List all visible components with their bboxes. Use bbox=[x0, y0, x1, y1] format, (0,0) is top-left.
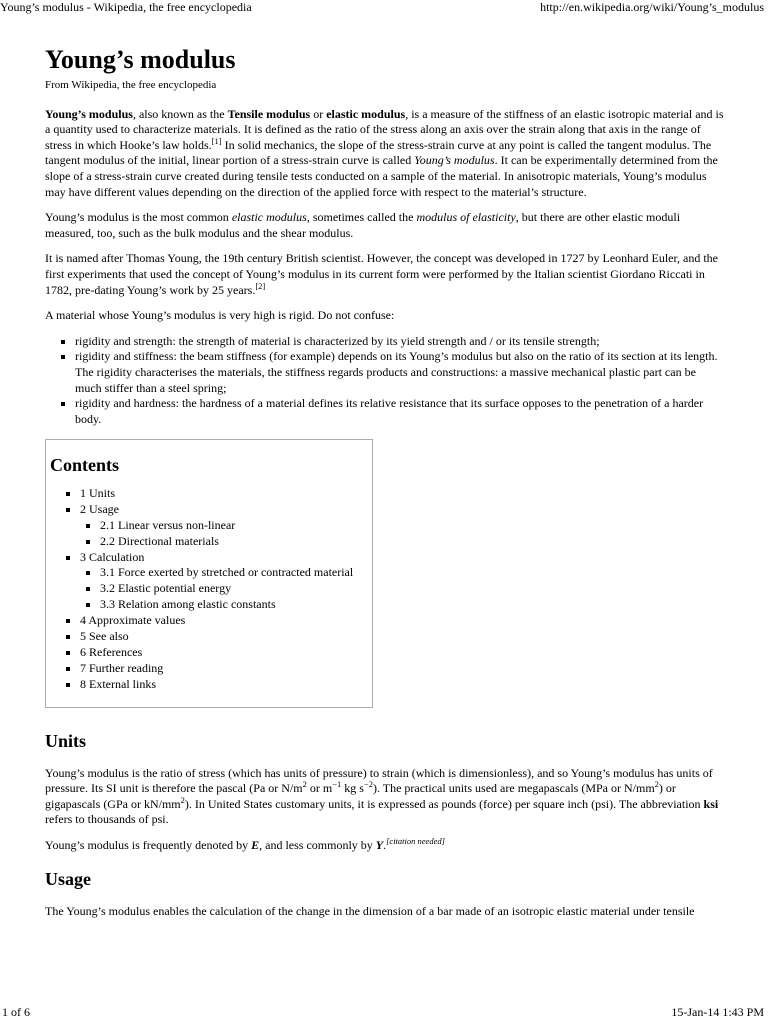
intro-paragraph-4: A material whose Young’s modulus is very high is rigid. Do not confuse: bbox=[45, 308, 395, 323]
article-content bbox=[45, 44, 725, 929]
reference-2[interactable]: [2] bbox=[255, 280, 266, 291]
text: or m bbox=[306, 781, 333, 796]
superscript: 2 bbox=[654, 779, 659, 790]
term-tensile-modulus: Tensile modulus bbox=[227, 106, 311, 121]
section-heading-units: Units bbox=[45, 730, 87, 751]
toc-item[interactable]: ▪ 6 References bbox=[80, 645, 372, 661]
text: Young’s modulus is the most common bbox=[45, 210, 232, 225]
rigidity-list bbox=[45, 334, 725, 428]
list-item: ▪ rigidity and hardness: the hardness of a material defines its relative resistance that its surface opposes to the penetration of a harder body. bbox=[75, 396, 725, 427]
toc-item-link[interactable]: 2 Usage bbox=[80, 501, 119, 516]
superscript: −2 bbox=[363, 779, 373, 790]
citation-needed[interactable]: [citation needed] bbox=[386, 836, 445, 847]
toc-sublist bbox=[80, 565, 372, 613]
text: In solid mechanics, the slope of the stress-strain curve at any point is called the tangent modulus. The tangent modulus of the initial, linear portion of a stress-strain curve is called bbox=[45, 137, 712, 168]
superscript: 2 bbox=[180, 794, 185, 805]
text: refers to thousands of psi. bbox=[45, 812, 169, 827]
term-elastic-modulus: elastic modulus bbox=[326, 106, 406, 121]
term-youngs-modulus-italic: Young’s modulus bbox=[414, 153, 495, 168]
superscript: 2 bbox=[302, 779, 307, 790]
section-heading-usage: Usage bbox=[45, 868, 91, 889]
toc-subitem[interactable]: ▪ 3.3 Relation among elastic constants bbox=[100, 597, 372, 613]
units-paragraph-2 bbox=[45, 838, 725, 854]
reference-1[interactable]: [1] bbox=[211, 135, 222, 146]
text: It is named after Thomas Young, the 19th century British scientist. However, the concept was developed in 1727 by Leonhard Euler, and the first experiments that used the concept of Young’s modulus in its current form were performed by the Italian scientist Giordano Riccati in 1782, pre-dating Young’s work by 25 years. bbox=[45, 251, 718, 297]
toc-item[interactable]: ▪ 4 Approximate values bbox=[80, 613, 372, 629]
term-youngs-modulus: Young’s modulus bbox=[45, 106, 133, 121]
usage-paragraph-1: The Young’s modulus enables the calculation of the change in the dimension of a bar made of an isotropic elastic material under tensile bbox=[45, 903, 695, 918]
toc-sublist bbox=[80, 518, 372, 550]
table-of-contents bbox=[45, 439, 373, 707]
list-item: ▪ rigidity and stiffness: the beam stiffness (for example) depends on its Young’s modulus but also on the ratio of its section at its length. The rigidity characterises the materials, the stiffness regards products and constructions: a massive mechanical plastic part can be much stiffer than a steel spring; bbox=[75, 349, 725, 396]
toc-subitem[interactable]: ▪ 2.2 Directional materials bbox=[100, 534, 372, 550]
toc-item bbox=[80, 502, 372, 550]
toc-item[interactable]: ▪ 5 See also bbox=[80, 629, 372, 645]
toc-item bbox=[80, 550, 372, 614]
text: ). The practical units used are megapascals (MPa or N/mm bbox=[372, 781, 655, 796]
text: or bbox=[310, 106, 327, 121]
superscript: −1 bbox=[332, 779, 342, 790]
term-modulus-of-elasticity: modulus of elasticity bbox=[416, 210, 516, 225]
term-ksi: ksi bbox=[703, 796, 719, 811]
text: , also known as the bbox=[132, 106, 228, 121]
page-header-url[interactable]: http://en.wikipedia.org/wiki/Young’s_modulus bbox=[540, 0, 764, 14]
toc-item[interactable]: ▪ 8 External links bbox=[80, 677, 372, 693]
page-header-title: Young’s modulus - Wikipedia, the free encyclopedia bbox=[0, 0, 252, 14]
toc-subitem[interactable]: ▪ 3.2 Elastic potential energy bbox=[100, 581, 372, 597]
text: , is a measure of the stiffness of an elastic isotropic material and is a quantity used to characterize materials. It is defined as the ratio of the stress along an axis over the strain along that axis in the range of stress in which Hooke’s law holds. bbox=[45, 106, 724, 152]
toc-item-link[interactable]: 3 Calculation bbox=[80, 549, 145, 564]
page-title: Young’s modulus bbox=[45, 45, 236, 74]
toc-subitem[interactable]: ▪ 2.1 Linear versus non-linear bbox=[100, 518, 372, 534]
text: , but there are other elastic moduli measured, too, such as the bulk modulus and the shear modulus. bbox=[45, 210, 681, 240]
text: . bbox=[383, 838, 387, 853]
page-subtitle: From Wikipedia, the free encyclopedia bbox=[45, 79, 217, 91]
list-item: ▪ rigidity and strength: the strength of material is characterized by its yield strength and / or its tensile strength; bbox=[75, 334, 725, 350]
term-elastic-modulus-italic: elastic modulus bbox=[231, 210, 307, 225]
page-number: 1 of 6 bbox=[2, 1005, 30, 1019]
symbol-e: E bbox=[251, 838, 260, 853]
symbol-y: Y bbox=[375, 838, 384, 853]
text: ) or gigapascals (GPa or kN/mm bbox=[45, 781, 676, 811]
text: , and less commonly by bbox=[259, 838, 376, 853]
print-datetime: 15-Jan-14 1:43 PM bbox=[671, 1005, 764, 1019]
text: ). In United States customary units, it is expressed as pounds (force) per square inch (psi). The abbreviation bbox=[184, 796, 704, 811]
units-paragraph-1 bbox=[45, 766, 725, 828]
toc-title: Contents bbox=[50, 455, 120, 476]
text: kg s bbox=[341, 781, 364, 796]
intro-paragraph-1 bbox=[45, 107, 725, 201]
text: . It can be experimentally determined from the slope of a stress-strain curve created during tensile tests conducted on a sample of the material. In anisotropic materials, Young’s modulus may have different values depending on the direction of the applied force with respect to the material’s structure. bbox=[45, 153, 718, 199]
text: Young’s modulus is frequently denoted by bbox=[45, 838, 252, 853]
toc-subitem[interactable]: ▪ 3.1 Force exerted by stretched or contracted material bbox=[100, 565, 372, 581]
text: Young’s modulus is the ratio of stress (which has units of pressure) to strain (which is dimensionless), and so Young’s modulus has units of pressure. Its SI unit is therefore the pascal (Pa or N/m bbox=[45, 765, 713, 796]
toc-list bbox=[50, 486, 372, 693]
toc-item[interactable]: ▪ 7 Further reading bbox=[80, 661, 372, 677]
toc-item[interactable]: ▪ 1 Units bbox=[80, 486, 372, 502]
intro-paragraph-3 bbox=[45, 251, 725, 298]
intro-paragraph-2 bbox=[45, 210, 725, 241]
text: , sometimes called the bbox=[306, 210, 417, 225]
